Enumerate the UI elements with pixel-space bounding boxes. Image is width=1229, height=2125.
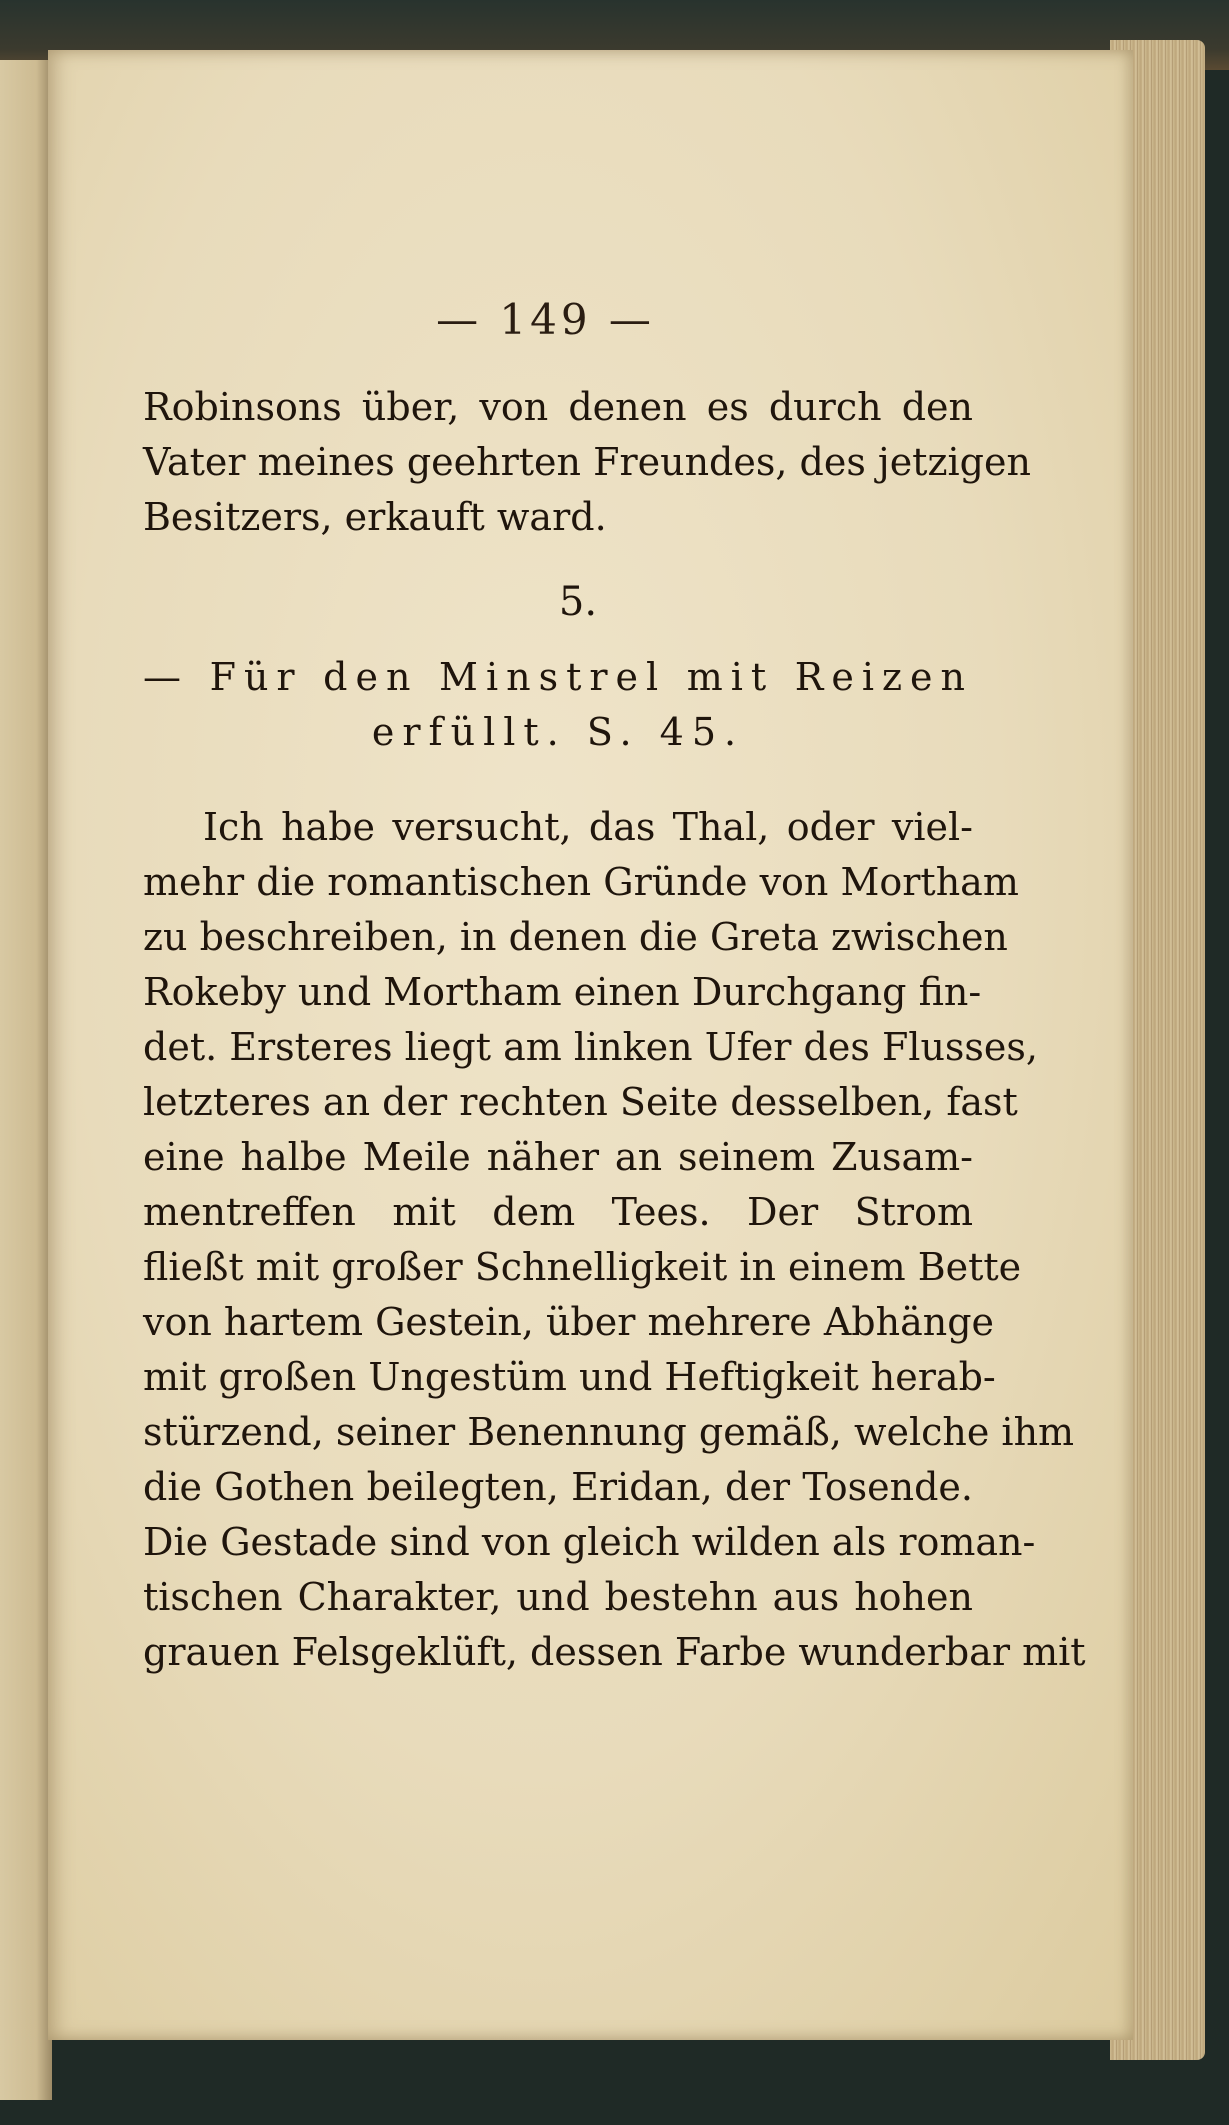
text-line: stürzend, seiner Benennung gemäß, welche ihm — [143, 1410, 1075, 1454]
section-heading-line: erfüllt. S. 45. — [371, 710, 745, 754]
text-line: Die Gestade sind von gleich wilden als roman- — [143, 1520, 1036, 1564]
book-page — [48, 50, 1133, 2040]
text-line: von hartem Gestein, über mehrere Abhänge — [143, 1300, 995, 1344]
text-line: Besitzers, erkauft ward. — [143, 495, 607, 539]
text-line: mehr die romantischen Gründe von Mortham — [143, 860, 1019, 904]
text-line: grauen Felsgeklüft, dessen Farbe wunderbar mit — [143, 1630, 1086, 1674]
section-heading-line: — Für den Minstrel mit Reizen — [143, 655, 973, 699]
text-line: Ich habe versucht, das Thal, oder viel- — [203, 805, 973, 849]
text-line: letzteres an der rechten Seite desselben, fast — [143, 1080, 1018, 1124]
text-line: Vater meines geehrten Freundes, des jetzigen — [143, 440, 1031, 484]
text-line: tischen Charakter, und bestehn aus hohen — [143, 1575, 973, 1619]
text-line: det. Ersteres liegt am linken Ufer des Flusses, — [143, 1025, 1039, 1069]
text-line: eine halbe Meile näher an seinem Zusam- — [143, 1135, 973, 1179]
section-number: 5. — [558, 579, 598, 625]
text-line: mit großen Ungestüm und Heftigkeit herab- — [143, 1355, 996, 1399]
page-text — [143, 380, 1086, 1680]
text-line: zu beschreiben, in denen die Greta zwischen — [143, 915, 1008, 959]
page-number: — 149 — — [436, 295, 655, 344]
text-line: Rokeby und Mortham einen Durchgang fin- — [143, 970, 982, 1014]
book-spine — [0, 60, 52, 2100]
text-line: die Gothen beilegten, Eridan, der Tosende. — [143, 1465, 973, 1509]
text-line: fließt mit großer Schnelligkeit in einem Bette — [143, 1245, 1022, 1289]
text-line: mentreffen mit dem Tees. Der Strom — [143, 1190, 973, 1234]
text-line: Robinsons über, von denen es durch den — [143, 385, 973, 429]
